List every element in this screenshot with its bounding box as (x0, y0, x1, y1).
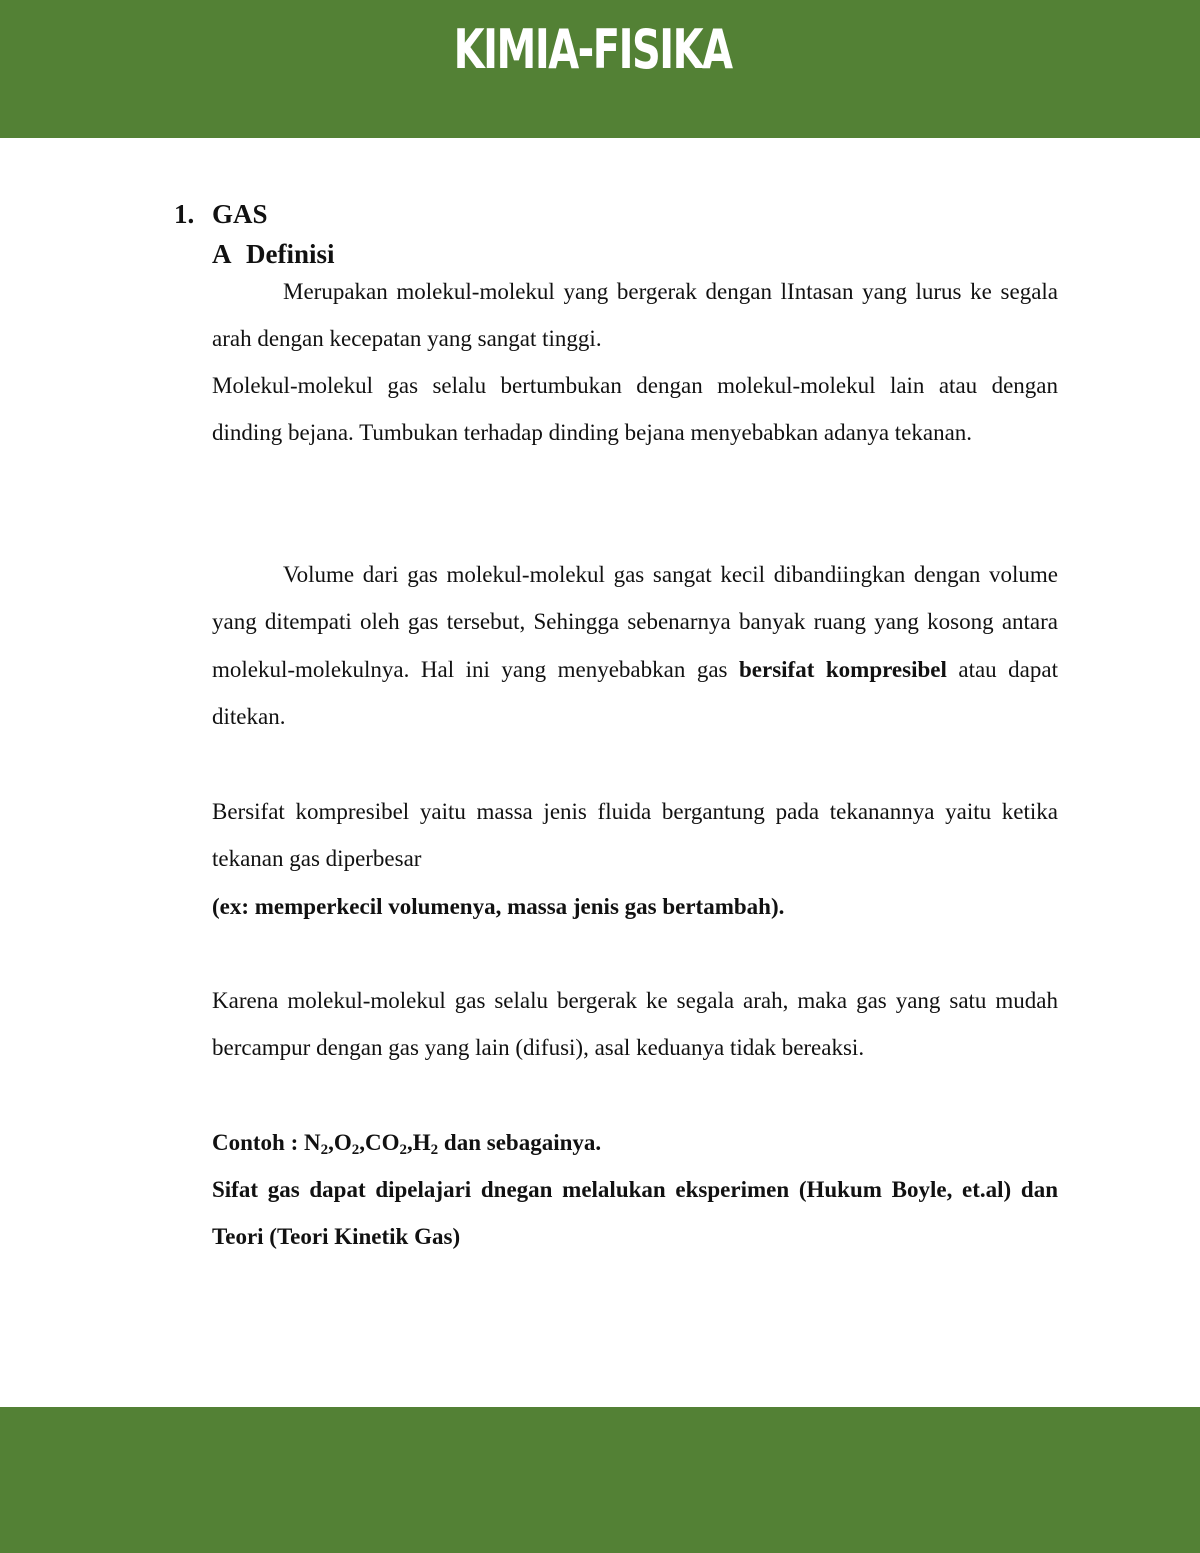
paragraph-gas-examples (212, 1119, 1058, 1166)
paragraph-example-note: (ex: memperkecil volumenya, massa jenis gas bertambah). (212, 894, 785, 919)
paragraph-volume (212, 551, 1058, 740)
footer-band (0, 1407, 1200, 1553)
formula-n2: N (304, 1130, 321, 1155)
compressible-term: bersifat kompresibel (739, 656, 947, 682)
subsection-heading (212, 236, 335, 272)
formula-co2: ,CO (359, 1130, 400, 1155)
paragraph-compressible: Bersifat kompresibel yaitu massa jenis fluida bergantung pada tekanannya yaitu ketika tekanan gas diperbesar (212, 799, 1058, 872)
subsection-letter: A (212, 239, 232, 269)
subsection-title: Definisi (246, 239, 335, 269)
section-heading (174, 196, 268, 232)
formula-h2: ,H (407, 1130, 431, 1155)
example-rest: dan sebagainya. (438, 1130, 602, 1155)
paragraph-definition: Merupakan molekul-molekul yang bergerak dengan lIntasan yang lurus ke segala arah dengan kecepatan yang sangat tinggi. (212, 279, 1058, 352)
paragraph-diffusion: Karena molekul-molekul gas selalu bergerak ke segala arah, maka gas yang satu mudah bercampur dengan gas yang lain (difusi), asal keduanya tidak bereaksi. (212, 988, 1058, 1061)
example-label: Contoh : (212, 1130, 305, 1155)
paragraph-volume-text: Volume dari gas molekul-molekul gas sangat kecil dibandiingkan dengan volume yang ditempati oleh gas tersebut, Sehingga sebenarnya banyak ruang yang kosong antara molekul-molekulnya. Hal ini yang menyebabkan gas (212, 562, 1058, 682)
formula-n2-sub: 2 (320, 1142, 329, 1158)
section-title: GAS (212, 199, 268, 229)
paragraph-volume-end: atau dapat ditekan. (212, 656, 1058, 729)
paragraph-study-methods: Sifat gas dapat dipelajari dnegan melalukan eksperimen (Hukum Boyle, et.al) dan Teori (Teori Kinetik Gas) (212, 1177, 1058, 1250)
section-number: 1. (174, 199, 195, 229)
formula-o2: ,O (328, 1130, 352, 1155)
formula-h2-sub: 2 (430, 1142, 439, 1158)
paragraph-collision: Molekul-molekul gas selalu bertumbukan dengan molekul-molekul lain atau dengan dinding bejana. Tumbukan terhadap dinding bejana menyebabkan adanya tekanan. (212, 373, 1058, 446)
formula-o2-sub: 2 (351, 1142, 360, 1158)
formula-co2-sub: 2 (399, 1142, 408, 1158)
page-header-title: KIMIA-FISIKA (453, 18, 732, 81)
